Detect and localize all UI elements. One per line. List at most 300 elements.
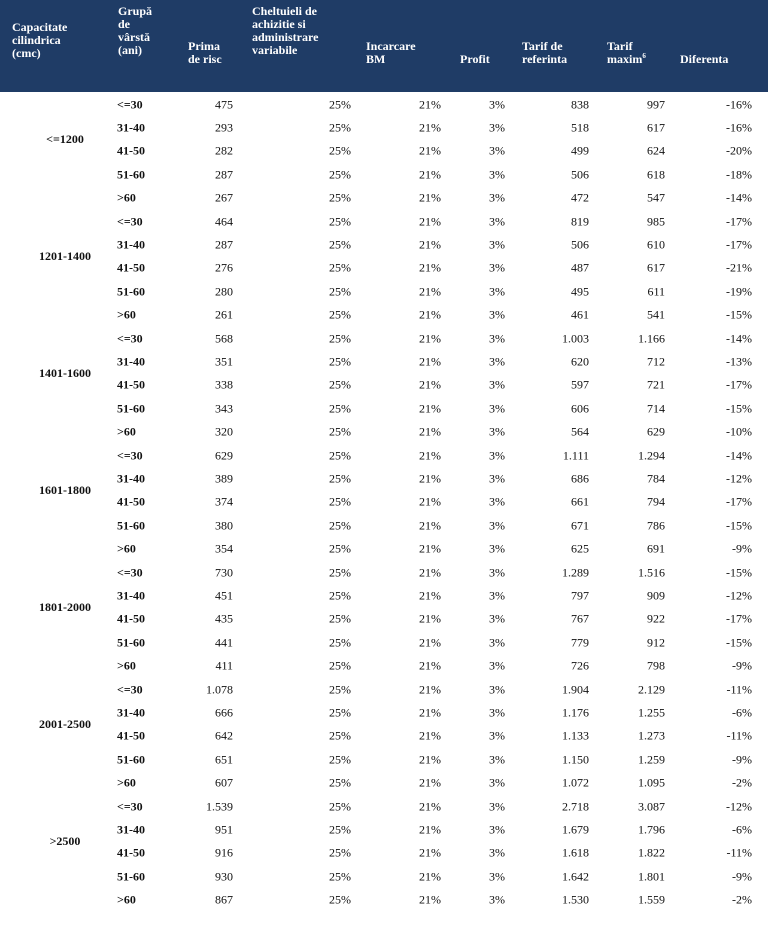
cheltuieli-cell: 25% xyxy=(329,120,351,135)
tarif-maxim-cell: 784 xyxy=(647,471,665,486)
diferenta-cell: -15% xyxy=(726,635,752,650)
tarif-referinta-cell: 767 xyxy=(571,611,589,626)
table-row xyxy=(0,725,768,748)
diferenta-cell: -10% xyxy=(726,424,752,439)
cheltuieli-cell: 25% xyxy=(329,307,351,322)
cheltuieli-cell: 25% xyxy=(329,424,351,439)
capacitate-group-label: 1801-2000 xyxy=(39,599,91,614)
age-group-cell: <=30 xyxy=(117,331,143,346)
age-group-cell: <=30 xyxy=(117,799,143,814)
table-row xyxy=(0,327,768,350)
footnote-marker: 6 xyxy=(642,52,646,60)
header-prima-line: Prima xyxy=(188,39,220,53)
incarcare-cell: 21% xyxy=(419,682,441,697)
header-profit-line: Profit xyxy=(460,52,490,66)
header-tarif-maxim-text: maxim xyxy=(607,52,643,66)
tarif-maxim-cell: 691 xyxy=(647,541,665,556)
incarcare-cell: 21% xyxy=(419,822,441,837)
cheltuieli-cell: 25% xyxy=(329,354,351,369)
table-row xyxy=(0,772,768,795)
cheltuieli-cell: 25% xyxy=(329,822,351,837)
tarif-maxim-cell: 618 xyxy=(647,167,665,182)
tarif-maxim-cell: 985 xyxy=(647,214,665,229)
cheltuieli-cell: 25% xyxy=(329,541,351,556)
diferenta-cell: -12% xyxy=(726,799,752,814)
tarif-maxim-cell: 611 xyxy=(647,284,665,299)
cheltuieli-cell: 25% xyxy=(329,143,351,158)
age-group-cell: >60 xyxy=(117,892,136,907)
prima-risc-cell: 930 xyxy=(215,869,233,884)
incarcare-cell: 21% xyxy=(419,190,441,205)
cheltuieli-cell: 25% xyxy=(329,377,351,392)
diferenta-cell: -16% xyxy=(726,97,752,112)
incarcare-cell: 21% xyxy=(419,284,441,299)
age-group-cell: 31-40 xyxy=(117,822,145,837)
header-cheltuieli xyxy=(252,5,318,57)
capacitate-group-label: 2001-2500 xyxy=(39,716,91,731)
table-row xyxy=(0,140,768,163)
diferenta-cell: -20% xyxy=(726,143,752,158)
incarcare-cell: 21% xyxy=(419,260,441,275)
age-group-cell: 41-50 xyxy=(117,728,145,743)
profit-cell: 3% xyxy=(489,518,505,533)
profit-cell: 3% xyxy=(489,143,505,158)
profit-cell: 3% xyxy=(489,752,505,767)
profit-cell: 3% xyxy=(489,892,505,907)
header-tarif-referinta-line: referinta xyxy=(522,52,568,66)
cheltuieli-cell: 25% xyxy=(329,611,351,626)
tarif-referinta-cell: 726 xyxy=(571,658,589,673)
incarcare-cell: 21% xyxy=(419,565,441,580)
prima-risc-cell: 607 xyxy=(215,775,233,790)
cheltuieli-cell: 25% xyxy=(329,190,351,205)
incarcare-cell: 21% xyxy=(419,518,441,533)
cheltuieli-cell: 25% xyxy=(329,869,351,884)
cheltuieli-cell: 25% xyxy=(329,892,351,907)
table-row xyxy=(0,163,768,186)
prima-risc-cell: 351 xyxy=(215,354,233,369)
table-row xyxy=(0,561,768,584)
cheltuieli-cell: 25% xyxy=(329,565,351,580)
diferenta-cell: -13% xyxy=(726,354,752,369)
prima-risc-cell: 280 xyxy=(215,284,233,299)
age-group-cell: 51-60 xyxy=(117,401,145,416)
header-tarif-maxim-line xyxy=(607,53,646,66)
table-row xyxy=(0,304,768,327)
incarcare-cell: 21% xyxy=(419,354,441,369)
incarcare-cell: 21% xyxy=(419,377,441,392)
profit-cell: 3% xyxy=(489,214,505,229)
incarcare-cell: 21% xyxy=(419,143,441,158)
incarcare-cell: 21% xyxy=(419,471,441,486)
incarcare-cell: 21% xyxy=(419,705,441,720)
table-row xyxy=(0,701,768,724)
age-group-cell: <=30 xyxy=(117,214,143,229)
header-tarif-maxim-line: Tarif xyxy=(607,39,633,53)
prima-risc-cell: 951 xyxy=(215,822,233,837)
age-group-cell: <=30 xyxy=(117,448,143,463)
capacitate-group-label: 1601-1800 xyxy=(39,482,91,497)
tarif-referinta-cell: 620 xyxy=(571,354,589,369)
tarif-maxim-cell: 1.259 xyxy=(638,752,665,767)
profit-cell: 3% xyxy=(489,682,505,697)
incarcare-cell: 21% xyxy=(419,120,441,135)
incarcare-cell: 21% xyxy=(419,775,441,790)
diferenta-cell: -9% xyxy=(732,658,752,673)
incarcare-cell: 21% xyxy=(419,845,441,860)
incarcare-cell: 21% xyxy=(419,588,441,603)
header-capacitate-line: cilindrica xyxy=(12,33,61,47)
profit-cell: 3% xyxy=(489,471,505,486)
age-group-cell: 51-60 xyxy=(117,635,145,650)
profit-cell: 3% xyxy=(489,799,505,814)
table-row xyxy=(0,467,768,490)
header-incarcare-line: BM xyxy=(366,52,386,66)
profit-cell: 3% xyxy=(489,635,505,650)
table-row xyxy=(0,280,768,303)
cheltuieli-cell: 25% xyxy=(329,682,351,697)
header-capacitate-line: (cmc) xyxy=(12,46,41,60)
prima-risc-cell: 389 xyxy=(215,471,233,486)
incarcare-cell: 21% xyxy=(419,752,441,767)
prima-risc-cell: 293 xyxy=(215,120,233,135)
age-group-cell: 31-40 xyxy=(117,237,145,252)
profit-cell: 3% xyxy=(489,705,505,720)
header-cheltuieli-line: achizitie si xyxy=(252,17,306,31)
age-group-cell: 51-60 xyxy=(117,869,145,884)
tarif-referinta-cell: 1.289 xyxy=(562,565,589,580)
profit-cell: 3% xyxy=(489,120,505,135)
age-group-cell: 51-60 xyxy=(117,518,145,533)
prima-risc-cell: 320 xyxy=(215,424,233,439)
tarif-maxim-cell: 721 xyxy=(647,377,665,392)
table-row xyxy=(0,116,768,139)
profit-cell: 3% xyxy=(489,588,505,603)
diferenta-cell: -11% xyxy=(726,682,752,697)
table-row xyxy=(0,374,768,397)
header-cheltuieli-line: Cheltuieli de xyxy=(252,4,317,18)
incarcare-cell: 21% xyxy=(419,237,441,252)
profit-cell: 3% xyxy=(489,401,505,416)
prima-risc-cell: 380 xyxy=(215,518,233,533)
incarcare-cell: 21% xyxy=(419,658,441,673)
profit-cell: 3% xyxy=(489,307,505,322)
diferenta-cell: -11% xyxy=(726,728,752,743)
tarif-referinta-cell: 1.003 xyxy=(562,331,589,346)
prima-risc-cell: 287 xyxy=(215,167,233,182)
profit-cell: 3% xyxy=(489,822,505,837)
prima-risc-cell: 338 xyxy=(215,377,233,392)
tarif-referinta-cell: 495 xyxy=(571,284,589,299)
tarif-maxim-cell: 786 xyxy=(647,518,665,533)
profit-cell: 3% xyxy=(489,845,505,860)
age-group-cell: >60 xyxy=(117,775,136,790)
table-row xyxy=(0,233,768,256)
tarif-maxim-cell: 912 xyxy=(647,635,665,650)
header-capacitate-line: Capacitate xyxy=(12,20,68,34)
age-group-cell: 51-60 xyxy=(117,167,145,182)
header-tarif-referinta xyxy=(522,40,567,66)
cheltuieli-cell: 25% xyxy=(329,845,351,860)
tarif-referinta-cell: 1.150 xyxy=(562,752,589,767)
cheltuieli-cell: 25% xyxy=(329,705,351,720)
tarif-maxim-cell: 547 xyxy=(647,190,665,205)
table-row xyxy=(0,421,768,444)
incarcare-cell: 21% xyxy=(419,635,441,650)
cheltuieli-cell: 25% xyxy=(329,588,351,603)
prima-risc-cell: 287 xyxy=(215,237,233,252)
tarif-maxim-cell: 997 xyxy=(647,97,665,112)
diferenta-cell: -18% xyxy=(726,167,752,182)
profit-cell: 3% xyxy=(489,284,505,299)
profit-cell: 3% xyxy=(489,190,505,205)
diferenta-cell: -15% xyxy=(726,307,752,322)
profit-cell: 3% xyxy=(489,494,505,509)
tarif-referinta-cell: 1.904 xyxy=(562,682,589,697)
tarif-referinta-cell: 499 xyxy=(571,143,589,158)
header-diferenta xyxy=(680,53,728,66)
age-group-cell: <=30 xyxy=(117,682,143,697)
cheltuieli-cell: 25% xyxy=(329,167,351,182)
prima-risc-cell: 730 xyxy=(215,565,233,580)
age-group-cell: 31-40 xyxy=(117,705,145,720)
table-row xyxy=(0,818,768,841)
tarif-maxim-cell: 1.822 xyxy=(638,845,665,860)
cheltuieli-cell: 25% xyxy=(329,494,351,509)
diferenta-cell: -2% xyxy=(732,775,752,790)
cheltuieli-cell: 25% xyxy=(329,97,351,112)
prima-risc-cell: 1.078 xyxy=(206,682,233,697)
profit-cell: 3% xyxy=(489,354,505,369)
prima-risc-cell: 629 xyxy=(215,448,233,463)
profit-cell: 3% xyxy=(489,448,505,463)
profit-cell: 3% xyxy=(489,377,505,392)
tarif-referinta-cell: 1.111 xyxy=(562,448,589,463)
tarif-maxim-cell: 1.559 xyxy=(638,892,665,907)
profit-cell: 3% xyxy=(489,658,505,673)
header-prima-line: de risc xyxy=(188,52,222,66)
tarif-referinta-cell: 461 xyxy=(571,307,589,322)
header-cheltuieli-line: administrare xyxy=(252,30,319,44)
diferenta-cell: -17% xyxy=(726,611,752,626)
header-tarif-referinta-line: Tarif de xyxy=(522,39,563,53)
age-group-cell: <=30 xyxy=(117,97,143,112)
prima-risc-cell: 374 xyxy=(215,494,233,509)
prima-risc-cell: 666 xyxy=(215,705,233,720)
tarif-referinta-cell: 779 xyxy=(571,635,589,650)
prima-risc-cell: 916 xyxy=(215,845,233,860)
age-group-cell: >60 xyxy=(117,424,136,439)
tarif-referinta-cell: 2.718 xyxy=(562,799,589,814)
cheltuieli-cell: 25% xyxy=(329,448,351,463)
cheltuieli-cell: 25% xyxy=(329,214,351,229)
tarif-referinta-cell: 1.072 xyxy=(562,775,589,790)
cheltuieli-cell: 25% xyxy=(329,775,351,790)
tarif-maxim-cell: 1.095 xyxy=(638,775,665,790)
age-group-cell: >60 xyxy=(117,658,136,673)
table-row xyxy=(0,444,768,467)
age-group-cell: 31-40 xyxy=(117,120,145,135)
tarif-maxim-cell: 1.273 xyxy=(638,728,665,743)
tarif-maxim-cell: 1.294 xyxy=(638,448,665,463)
prima-risc-cell: 642 xyxy=(215,728,233,743)
diferenta-cell: -12% xyxy=(726,471,752,486)
tarif-referinta-cell: 606 xyxy=(571,401,589,416)
tarif-referinta-cell: 686 xyxy=(571,471,589,486)
diferenta-cell: -15% xyxy=(726,565,752,580)
capacitate-group-label: 1401-1600 xyxy=(39,365,91,380)
table-row xyxy=(0,678,768,701)
profit-cell: 3% xyxy=(489,97,505,112)
tarif-maxim-cell: 794 xyxy=(647,494,665,509)
header-profit xyxy=(460,53,490,66)
tarif-referinta-cell: 518 xyxy=(571,120,589,135)
header-incarcare-line: Incarcare xyxy=(366,39,416,53)
incarcare-cell: 21% xyxy=(419,97,441,112)
incarcare-cell: 21% xyxy=(419,892,441,907)
incarcare-cell: 21% xyxy=(419,401,441,416)
incarcare-cell: 21% xyxy=(419,331,441,346)
prima-risc-cell: 1.539 xyxy=(206,799,233,814)
cheltuieli-cell: 25% xyxy=(329,635,351,650)
prima-risc-cell: 276 xyxy=(215,260,233,275)
cheltuieli-cell: 25% xyxy=(329,752,351,767)
incarcare-cell: 21% xyxy=(419,448,441,463)
tarif-referinta-cell: 1.679 xyxy=(562,822,589,837)
diferenta-cell: -15% xyxy=(726,518,752,533)
tarif-referinta-cell: 661 xyxy=(571,494,589,509)
table-row xyxy=(0,491,768,514)
diferenta-cell: -9% xyxy=(732,869,752,884)
tarif-referinta-cell: 597 xyxy=(571,377,589,392)
tarif-maxim-cell: 1.796 xyxy=(638,822,665,837)
table-row xyxy=(0,210,768,233)
tarif-referinta-cell: 625 xyxy=(571,541,589,556)
diferenta-cell: -17% xyxy=(726,377,752,392)
tarif-maxim-cell: 629 xyxy=(647,424,665,439)
table-row xyxy=(0,655,768,678)
prima-risc-cell: 261 xyxy=(215,307,233,322)
tarif-maxim-cell: 1.255 xyxy=(638,705,665,720)
table-row xyxy=(0,842,768,865)
profit-cell: 3% xyxy=(489,260,505,275)
incarcare-cell: 21% xyxy=(419,728,441,743)
table-row xyxy=(0,795,768,818)
profit-cell: 3% xyxy=(489,167,505,182)
diferenta-cell: -14% xyxy=(726,331,752,346)
tarif-referinta-cell: 564 xyxy=(571,424,589,439)
header-diferenta-line: Diferenta xyxy=(680,52,729,66)
cheltuieli-cell: 25% xyxy=(329,284,351,299)
capacitate-group-label: <=1200 xyxy=(46,131,84,146)
incarcare-cell: 21% xyxy=(419,611,441,626)
cheltuieli-cell: 25% xyxy=(329,260,351,275)
cheltuieli-cell: 25% xyxy=(329,401,351,416)
age-group-cell: >60 xyxy=(117,307,136,322)
age-group-cell: 51-60 xyxy=(117,284,145,299)
table-row xyxy=(0,538,768,561)
cheltuieli-cell: 25% xyxy=(329,237,351,252)
diferenta-cell: -17% xyxy=(726,214,752,229)
prima-risc-cell: 464 xyxy=(215,214,233,229)
tarif-maxim-cell: 3.087 xyxy=(638,799,665,814)
diferenta-cell: -19% xyxy=(726,284,752,299)
prima-risc-cell: 475 xyxy=(215,97,233,112)
diferenta-cell: -16% xyxy=(726,120,752,135)
table-row xyxy=(0,257,768,280)
table-row xyxy=(0,889,768,912)
age-group-cell: 41-50 xyxy=(117,611,145,626)
tarif-referinta-cell: 1.530 xyxy=(562,892,589,907)
tarif-maxim-cell: 610 xyxy=(647,237,665,252)
tarif-referinta-cell: 506 xyxy=(571,167,589,182)
incarcare-cell: 21% xyxy=(419,541,441,556)
header-capacitate xyxy=(12,21,67,60)
tarif-referinta-cell: 671 xyxy=(571,518,589,533)
diferenta-cell: -17% xyxy=(726,237,752,252)
age-group-cell: 41-50 xyxy=(117,377,145,392)
table-row xyxy=(0,865,768,888)
prima-risc-cell: 867 xyxy=(215,892,233,907)
incarcare-cell: 21% xyxy=(419,869,441,884)
diferenta-cell: -9% xyxy=(732,752,752,767)
age-group-cell: 31-40 xyxy=(117,588,145,603)
profit-cell: 3% xyxy=(489,869,505,884)
prima-risc-cell: 354 xyxy=(215,541,233,556)
prima-risc-cell: 441 xyxy=(215,635,233,650)
incarcare-cell: 21% xyxy=(419,214,441,229)
diferenta-cell: -14% xyxy=(726,190,752,205)
profit-cell: 3% xyxy=(489,424,505,439)
capacitate-group-label: 1201-1400 xyxy=(39,248,91,263)
diferenta-cell: -11% xyxy=(726,845,752,860)
prima-risc-cell: 267 xyxy=(215,190,233,205)
diferenta-cell: -6% xyxy=(732,822,752,837)
incarcare-cell: 21% xyxy=(419,799,441,814)
prima-risc-cell: 435 xyxy=(215,611,233,626)
prima-risc-cell: 568 xyxy=(215,331,233,346)
cheltuieli-cell: 25% xyxy=(329,799,351,814)
tarif-referinta-cell: 797 xyxy=(571,588,589,603)
tarif-referinta-cell: 1.618 xyxy=(562,845,589,860)
tarif-referinta-cell: 838 xyxy=(571,97,589,112)
profit-cell: 3% xyxy=(489,541,505,556)
tarif-referinta-cell: 506 xyxy=(571,237,589,252)
prima-risc-cell: 343 xyxy=(215,401,233,416)
header-grupa-line: de xyxy=(118,17,130,31)
diferenta-cell: -15% xyxy=(726,401,752,416)
age-group-cell: 41-50 xyxy=(117,845,145,860)
prima-risc-cell: 282 xyxy=(215,143,233,158)
tarif-maxim-cell: 617 xyxy=(647,260,665,275)
diferenta-cell: -17% xyxy=(726,494,752,509)
tarif-maxim-cell: 712 xyxy=(647,354,665,369)
capacitate-group-label: >2500 xyxy=(49,833,81,848)
diferenta-cell: -9% xyxy=(732,541,752,556)
tarif-maxim-cell: 1.166 xyxy=(638,331,665,346)
profit-cell: 3% xyxy=(489,775,505,790)
tarif-maxim-cell: 541 xyxy=(647,307,665,322)
tarif-maxim-cell: 624 xyxy=(647,143,665,158)
profit-cell: 3% xyxy=(489,565,505,580)
header-tarif-maxim xyxy=(607,40,646,66)
age-group-cell: <=30 xyxy=(117,565,143,580)
tarif-referinta-cell: 819 xyxy=(571,214,589,229)
tarif-maxim-cell: 617 xyxy=(647,120,665,135)
table-header xyxy=(0,0,768,92)
incarcare-cell: 21% xyxy=(419,167,441,182)
diferenta-cell: -6% xyxy=(732,705,752,720)
